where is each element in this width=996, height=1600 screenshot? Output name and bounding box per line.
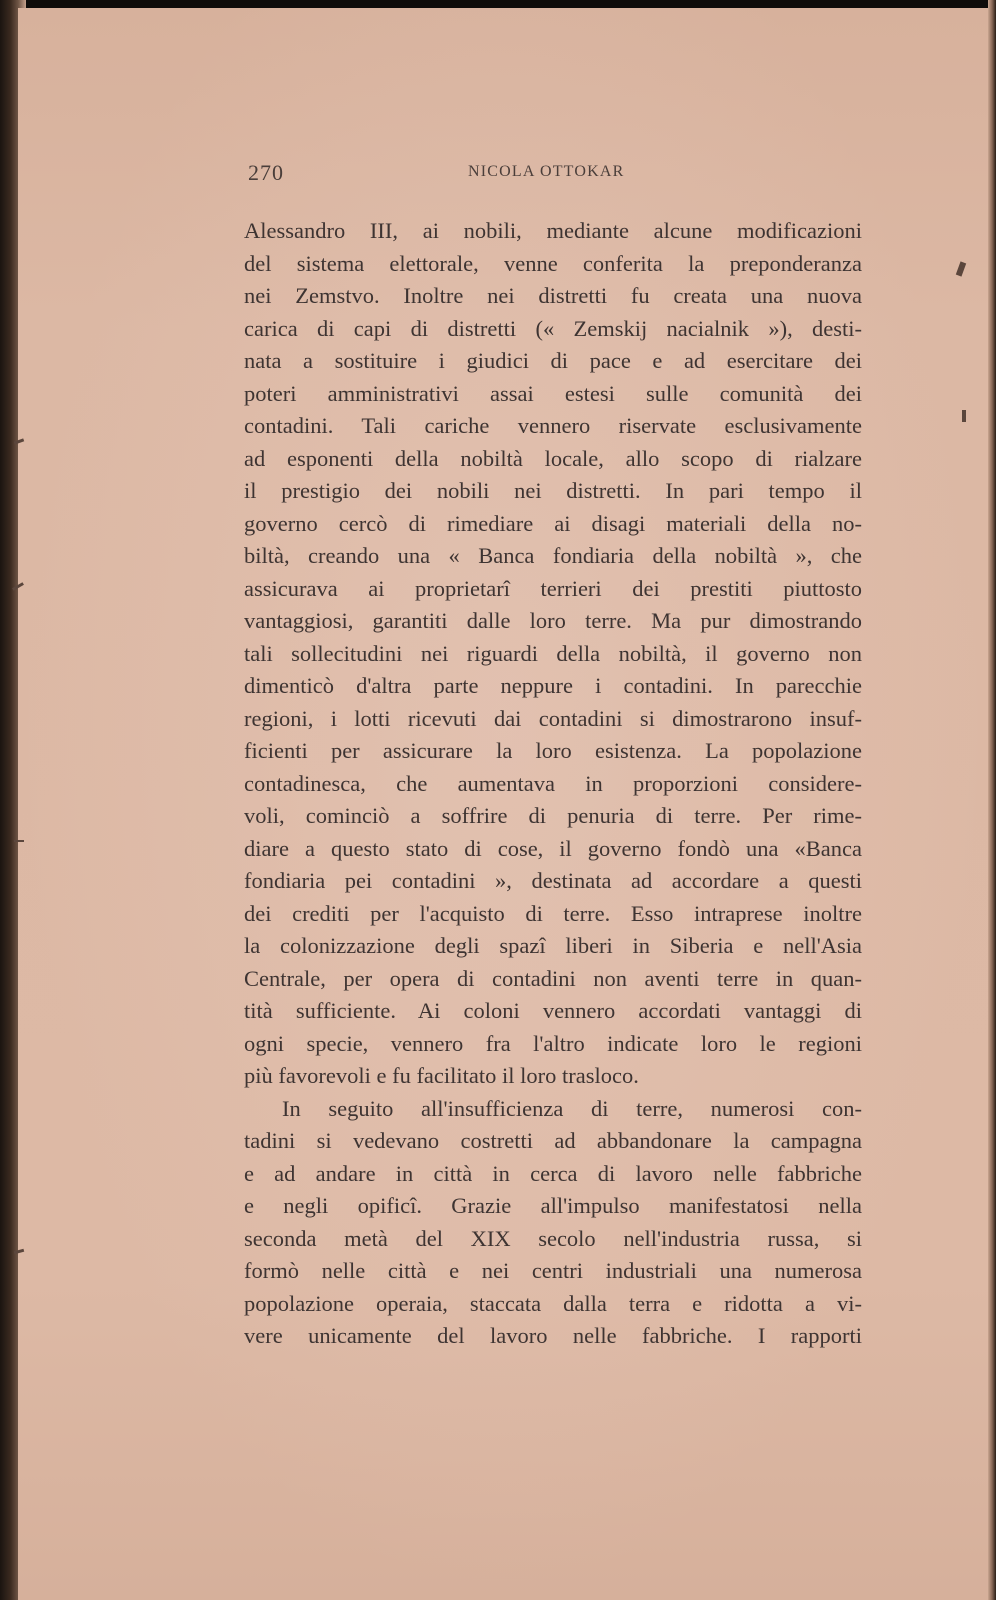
text-line: voli, cominciò a soffrire di penuria di terre. Per rime-	[244, 803, 862, 828]
text-line: assicurava ai proprietarî terrieri dei prestiti piuttosto	[244, 575, 862, 601]
text-line: diare a questo stato di cose, il governo fondò una «Banca	[244, 835, 862, 861]
text-line: regioni, i lotti ricevuti dai contadini si dimostrarono insuf-	[244, 705, 862, 731]
text-line: tadini si vedevano costretti ad abbandonare la campagna	[244, 1128, 862, 1153]
paragraph-start-line: In seguito all'insufficienza di terre, numerosi con-	[282, 1095, 862, 1121]
text-line: governo cercò di rimediare ai disagi materiali della no-	[244, 510, 862, 536]
gutter-mark	[14, 840, 24, 842]
page-number: 270	[248, 160, 284, 185]
text-line: e ad andare in città in cerca di lavoro nelle fabbriche	[244, 1160, 862, 1186]
text-line: vere unicamente del lavoro nelle fabbriche. I rapporti	[244, 1323, 862, 1348]
text-line: del sistema elettorale, venne conferita la preponderanza	[244, 250, 862, 276]
text-line: la colonizzazione degli spazî liberi in Siberia e nell'Asia	[244, 933, 862, 958]
body-text	[244, 215, 862, 1353]
text-line: fondiaria pei contadini », destinata ad accordare a questi	[244, 868, 862, 893]
page-right-edge	[988, 0, 996, 1600]
text-line: ficienti per assicurare la loro esistenza. La popolazione	[244, 738, 862, 763]
text-line: poteri amministrativi assai estesi sulle comunità dei	[244, 380, 862, 406]
text-line: vantaggiosi, garantiti dalle loro terre. Ma pur dimostrando	[244, 608, 862, 633]
running-head: NICOLA OTTOKAR	[468, 163, 625, 180]
text-line: formò nelle città e nei centri industriali una numerosa	[244, 1258, 862, 1283]
text-line: nei Zemstvo. Inoltre nei distretti fu creata una nuova	[244, 283, 862, 308]
page-header	[248, 160, 860, 190]
text-line: nata a sostituire i giudici di pace e ad esercitare dei	[244, 348, 862, 373]
text-line: dei crediti per l'acquisto di terre. Esso intraprese inoltre	[244, 900, 862, 926]
text-line: carica di capi di distretti (« Zemskij nacialnik »), desti-	[244, 315, 862, 341]
text-line: contadinesca, che aumentava in proporzioni considere-	[244, 770, 862, 796]
text-line: il prestigio dei nobili nei distretti. In pari tempo il	[244, 478, 862, 503]
text-line: dimenticò d'altra parte neppure i contadini. In parecchie	[244, 673, 862, 698]
text-line: e negli opificî. Grazie all'impulso manifestatosi nella	[244, 1193, 862, 1218]
text-line: tità sufficiente. Ai coloni vennero accordati vantaggi di	[244, 998, 862, 1023]
text-line: biltà, creando una « Banca fondiaria della nobiltà », che	[244, 543, 862, 568]
text-line: tali sollecitudini nei riguardi della nobiltà, il governo non	[244, 640, 862, 666]
text-line: più favorevoli e fu facilitato il loro trasloco.	[244, 1063, 639, 1088]
text-line: ogni specie, vennero fra l'altro indicate loro le regioni	[244, 1030, 862, 1056]
text-line: Centrale, per opera di contadini non aventi terre in quan-	[244, 965, 862, 991]
text-line: popolazione operaia, staccata dalla terra e ridotta a vi-	[244, 1290, 862, 1316]
text-line: Alessandro III, ai nobili, mediante alcune modificazioni	[244, 218, 862, 243]
text-line: ad esponenti della nobiltà locale, allo scopo di rialzare	[244, 445, 862, 471]
text-line: seconda metà del XIX secolo nell'industria russa, si	[244, 1225, 862, 1251]
right-edge-mark	[962, 410, 966, 422]
text-line: contadini. Tali cariche vennero riservate esclusivamente	[244, 413, 862, 438]
